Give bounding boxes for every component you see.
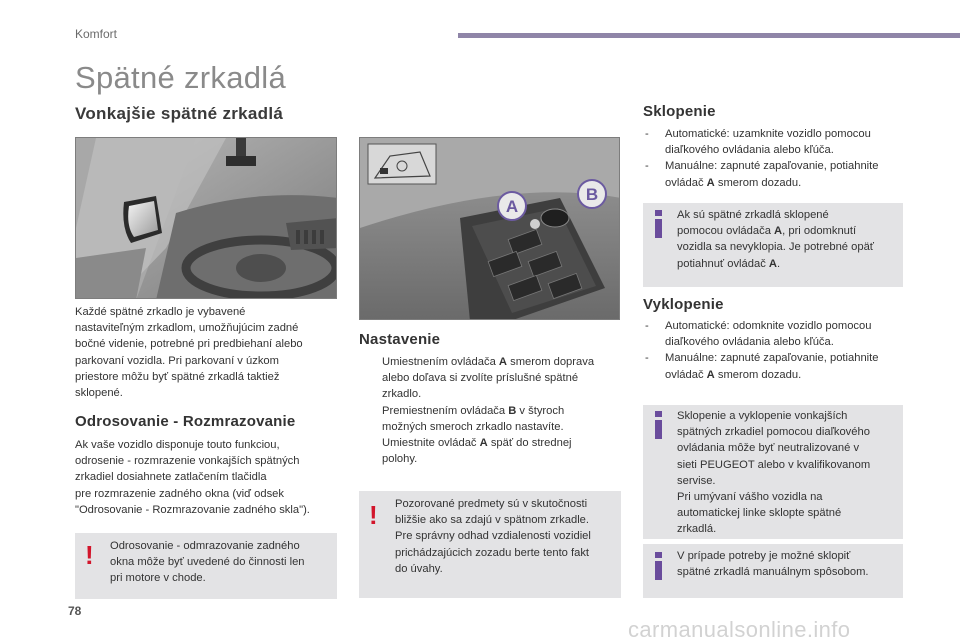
warning-line: do úvahy. — [395, 562, 443, 575]
fold-heading: Sklopenie — [643, 103, 716, 120]
list-item: - Manuálne: zapnuté zapaľovanie, potiahnite ovládač A smerom dozadu. — [645, 160, 879, 189]
svg-text:A: A — [505, 197, 519, 216]
intro-line: Každé spätné zrkadlo je vybavené — [75, 306, 246, 318]
unfold-list — [643, 318, 908, 383]
warning-line: bližšie ako sa zdajú v spätnom zrkadle. — [395, 514, 590, 527]
fold-info-text: Ak sú spätné zrkadlá sklopené pomocou ovládača A, pri odomknutí vozidla sa nevyklopia. Je potrebné opäť potiahnuť ovládač A. — [677, 209, 874, 270]
svg-text:B: B — [585, 185, 599, 204]
defrost-warning-text — [110, 538, 335, 587]
intro-line: priestore môžu byť spätné zrkadlá taktiež — [75, 370, 280, 383]
adjust-warning-box — [359, 491, 621, 598]
page-number: 78 — [68, 604, 82, 618]
watermark: carmanualsonline.info — [628, 617, 851, 640]
unfold-heading: Vyklopenie — [643, 296, 724, 313]
list-item: Umiestnením ovládača A smerom doprava alebo doľava si zvolíte príslušné spätné zrkadlo. — [382, 356, 595, 401]
section-heading: Vonkajšie spätné zrkadlá — [75, 104, 284, 123]
defrost-line: pre rozmrazenie zadného okna (viď odsek — [75, 487, 284, 500]
page-title: Spätné zrkadlá — [75, 60, 286, 95]
unfold-info-text: Sklopenie a vyklopenie vonkajších spätných zrkadiel pomocou diaľkového ovládania môže byť neutralizované v sieti PEUGEOT alebo v kvalifikovanom servise. Pri umývaní vášho vozidla na automatickej linke sklopte spätné zrkadlá. — [677, 410, 871, 536]
defrost-paragraph — [75, 437, 345, 518]
warning-line: prichádzajúcich zozadu berte tento fakt — [395, 546, 590, 559]
defrost-line: "Odrosovanie - Rozmrazovanie zadného skla"). — [75, 503, 310, 516]
fold-list — [643, 126, 908, 191]
info-icon — [655, 552, 662, 580]
info-icon — [655, 411, 662, 439]
list-item: - Manuálne: zapnuté zapaľovanie, potiahnite ovládač A smerom dozadu. — [645, 352, 879, 381]
manual-fold-info-box — [643, 544, 903, 598]
intro-line: sklopené. — [75, 387, 123, 400]
intro-line: bočné videnie, potrebné pri predbiehaní alebo — [75, 338, 303, 351]
intro-line: parkovaní vozidla. Pri parkovaní v úzkom — [75, 354, 279, 367]
mirror-control-photo — [359, 137, 620, 320]
intro-line: nastaviteľným zrkadlom, umožňujúcim zadné — [75, 322, 299, 335]
intro-paragraph — [75, 304, 337, 401]
adjust-list — [359, 354, 621, 467]
control-b-label — [578, 180, 606, 208]
warning-icon: ! — [369, 500, 378, 530]
manual-fold-info-text: V prípade potreby je možné sklopiť spätné zrkadlá manuálnym spôsobom. — [677, 550, 869, 579]
control-a-label — [498, 192, 526, 220]
list-item: - Automatické: uzamknite vozidlo pomocou diaľkového ovládania alebo kľúča. — [645, 128, 871, 157]
fold-info-box — [643, 203, 903, 287]
list-item: Premiestnením ovládača B v štyroch možných smeroch zrkadlo nastavíte. — [382, 404, 565, 433]
warning-line: Odrosovanie - odmrazovanie zadného — [110, 540, 300, 552]
warning-line: Pozorované predmety sú v skutočnosti — [395, 498, 588, 510]
warning-line: pri motore v chode. — [110, 572, 206, 585]
warning-line: Pre správny odhad vzdialenosti vozidiel — [395, 530, 591, 543]
defrost-line: odrosenie - rozmrazenie vonkajších spätných — [75, 455, 300, 468]
defrost-line: Ak vaše vozidlo disponuje touto funkciou, — [75, 439, 280, 451]
adjust-warning-text — [395, 496, 619, 577]
defrost-heading: Odrosovanie - Rozmrazovanie — [75, 413, 296, 430]
defrost-warning-box — [75, 533, 337, 599]
list-item: - Automatické: odomknite vozidlo pomocou diaľkového ovládania alebo kľúča. — [645, 320, 872, 349]
defrost-line: zrkadiel dosiahnete zatlačením tlačidla — [75, 471, 267, 484]
header-rule — [458, 33, 960, 38]
warning-icon: ! — [85, 540, 94, 570]
unfold-info-box — [643, 405, 903, 539]
list-item: Umiestnite ovládač A späť do strednej polohy. — [382, 437, 572, 466]
section-label: Komfort — [75, 27, 118, 41]
warning-line: okna môže byť uvedené do činnosti len — [110, 556, 305, 569]
adjust-heading: Nastavenie — [359, 331, 441, 348]
interior-mirror-photo — [75, 137, 337, 299]
info-icon — [655, 210, 662, 238]
